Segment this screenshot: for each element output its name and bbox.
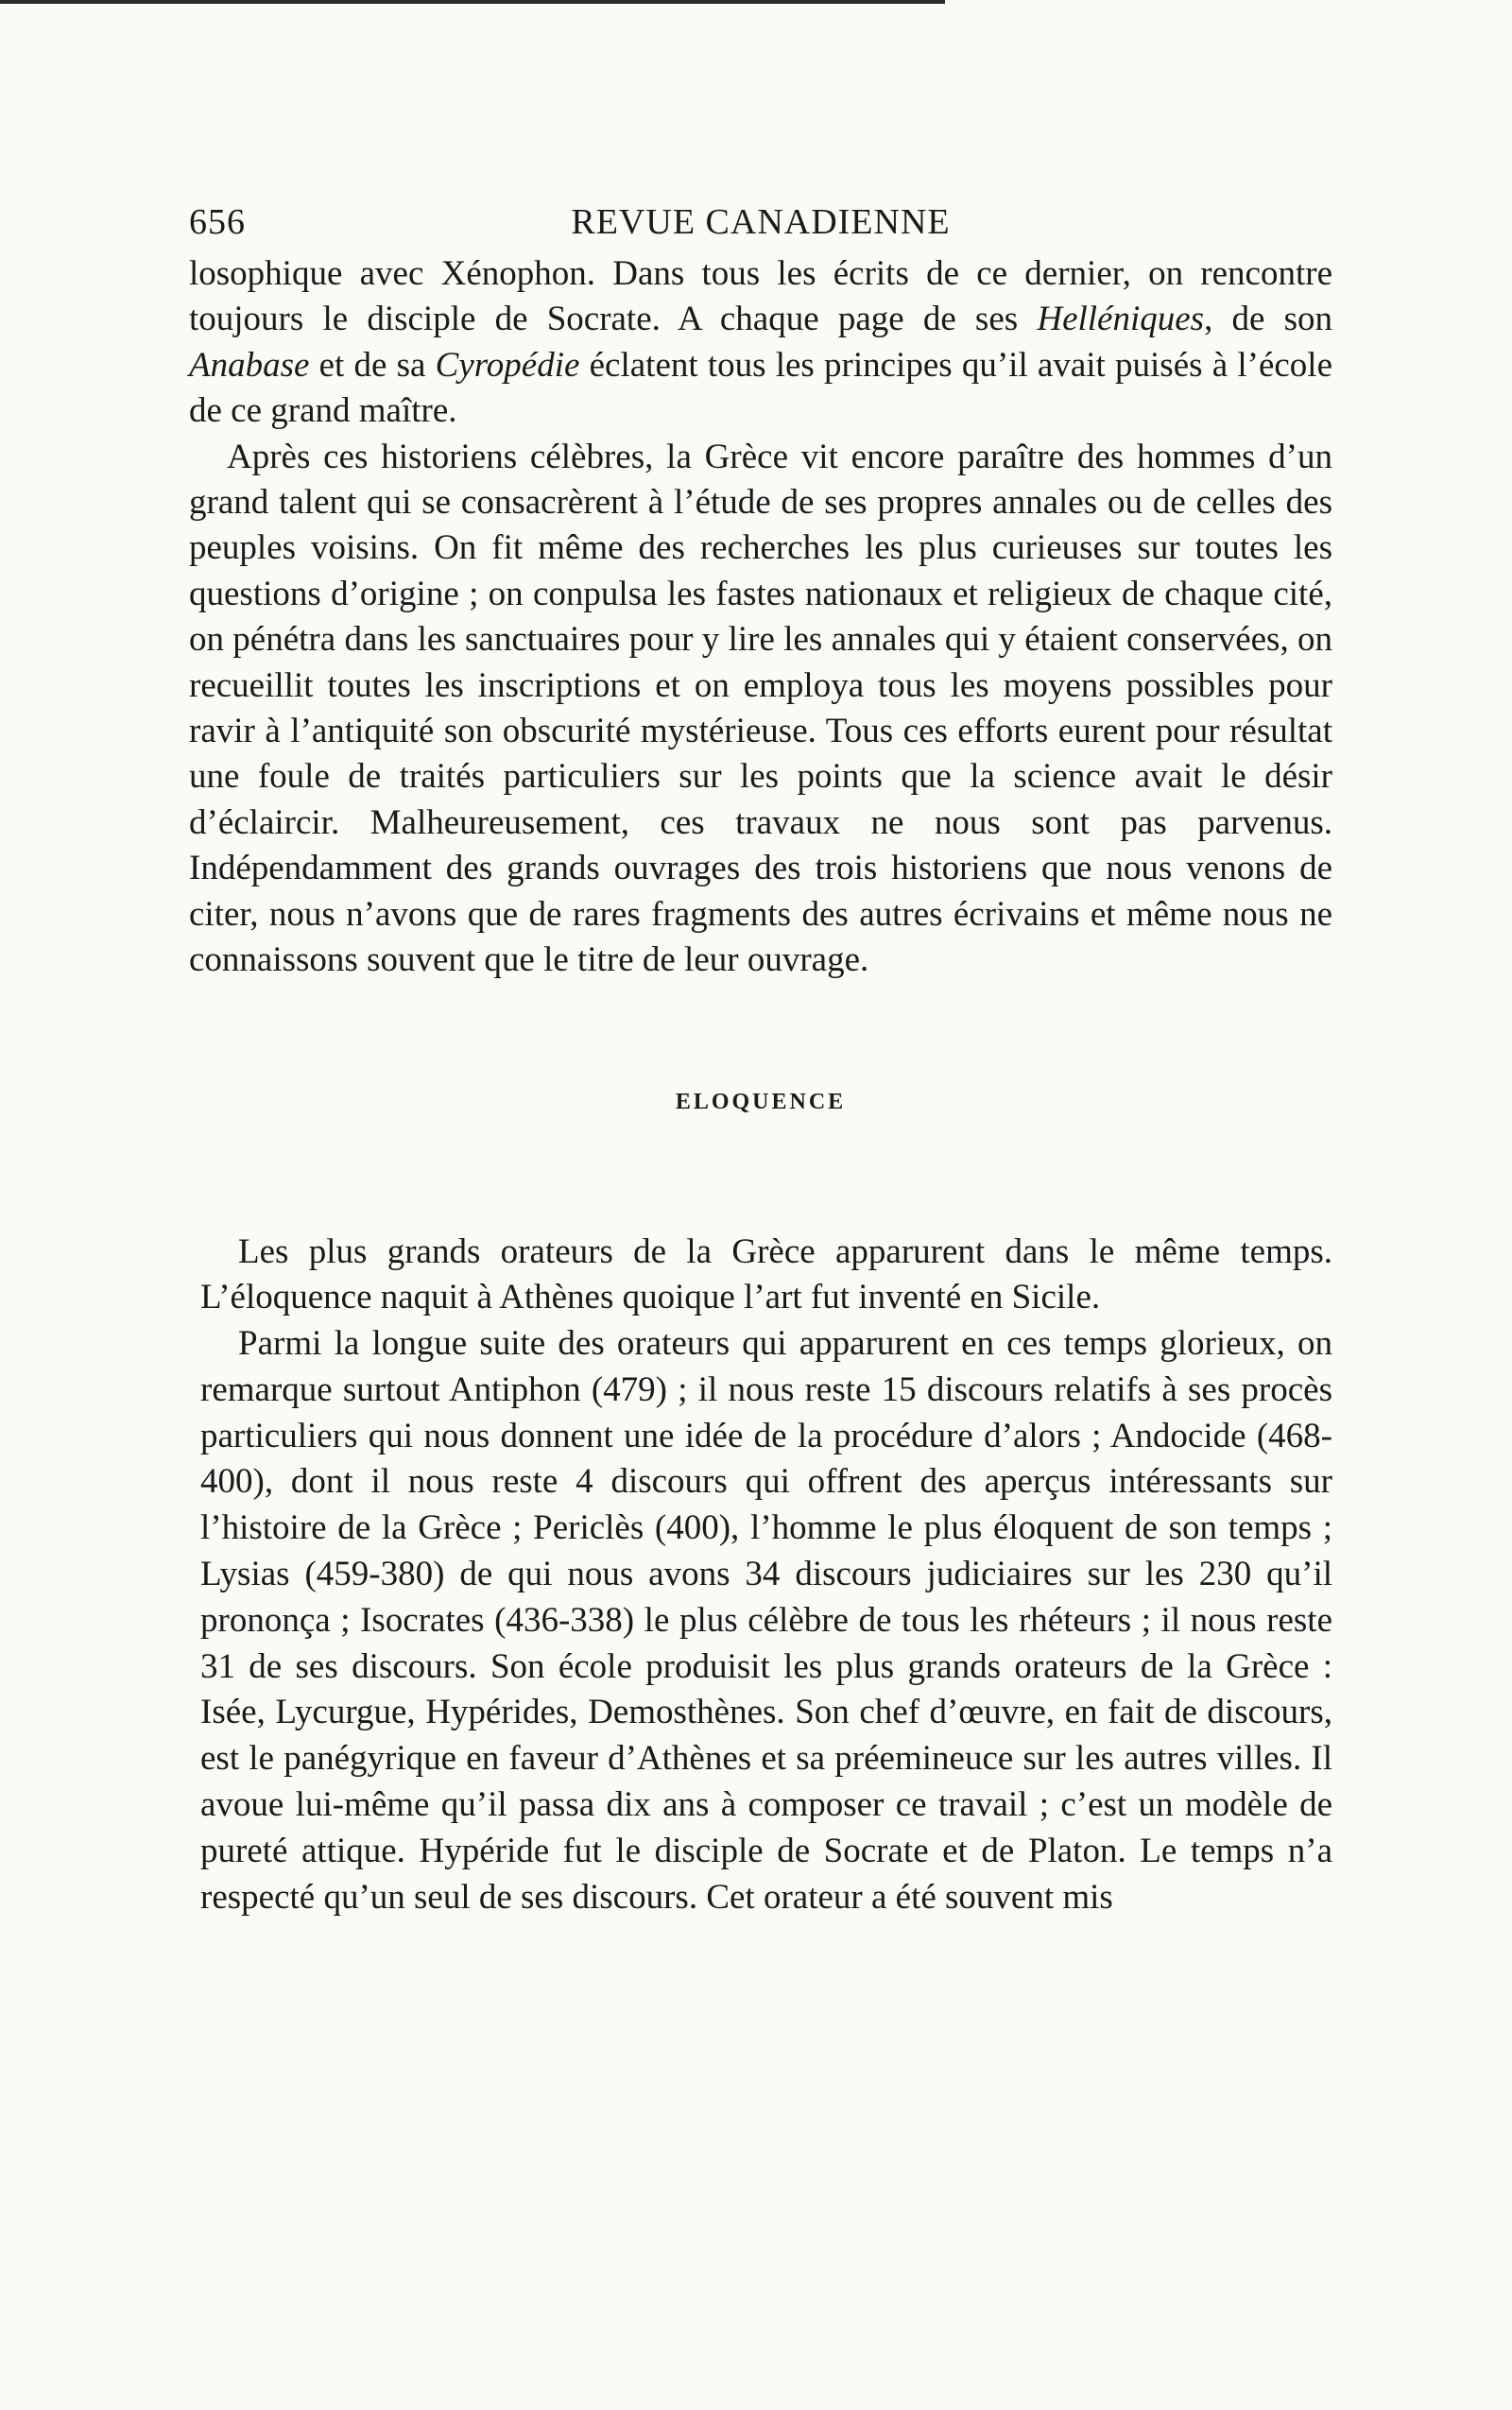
document-page [189, 198, 1332, 1920]
italic-title: Helléniques [1037, 300, 1205, 339]
text-run: Après ces historiens célèbres, la Grèce vit encore paraître des hommes d’un grand talent qui se consacrèrent à l’étude de ses propres annales ou de celles des peuples voisins. On fit même des recherches les plus curieuses sur toutes les questions d’origine ; on conpulsa les fastes nationaux et religieux de chaque cité, on pénétra dans les sanctuaires pour y lire les annales qui y étaient conservées, on recueillit toutes les inscriptions et on employa tous les moyens possibles pour ravir à l’antiquité son obscurité mystérieuse. Tous ces efforts eurent pour résultat une foule de traités particuliers sur les points que la science avait le désir d’éclaircir. Malheureusement, ces travaux ne nous sont pas parvenus. Indépendamment des grands ouvrages des trois historiens que nous venons de citer, nous n’avons que de rares fragments des autres écrivains et même nous ne connaissons souvent que le titre de leur ouvrage. [189, 437, 1332, 980]
italic-title: Cyropédie [435, 345, 580, 385]
text-run: Les plus grands orateurs de la Grèce apparurent dans le même temps. L’éloquence naquit à Athènes quoique l’art fut inventé en Sicile. [200, 1231, 1332, 1317]
section-heading: ELOQUENCE [675, 1089, 847, 1114]
page-number: 656 [189, 202, 246, 242]
paragraph-eloquence-intro [200, 1230, 1332, 1322]
running-head [189, 198, 1332, 246]
paragraph-historians [189, 435, 1332, 984]
paragraph-orators [200, 1321, 1332, 1920]
text-run: , de son [1204, 300, 1333, 339]
journal-title: REVUE CANADIENNE [571, 202, 951, 242]
paragraph-continuation [189, 251, 1332, 435]
top-border-rule [0, 0, 945, 4]
body-text-top [189, 251, 1332, 984]
text-run: et de sa [309, 345, 436, 385]
italic-title: Anabase [189, 345, 310, 385]
body-text-eloquence [200, 1230, 1332, 1921]
text-run: Parmi la longue suite des orateurs qui apparurent en ces temps glorieux, on remarque surtout Antiphon (479) ; il nous reste 15 discours relatifs à ses procès particuliers qui nous donnent une idée de la procédure d’alors ; Andocide (468-400), dont il nous reste 4 discours qui offrent des aperçus intéressants sur l’histoire de la Grèce ; Periclès (400), l’homme le plus éloquent de son temps ; Lysias (459-380) de qui nous avons 34 discours judiciaires sur les 230 qu’il prononça ; Isocrates (436-338) le plus célèbre de tous les rhéteurs ; il nous reste 31 de ses discours. Son école produisit les plus grands orateurs de la Grèce : Isée, Lycurgue, Hypérides, Demosthènes. Son chef d’œuvre, en fait de discours, est le panégyrique en faveur d’Athènes et sa préemineuce sur les autres villes. Il avoue lui-même qu’il passa dix ans à composer ce travail ; c’est un modèle de pureté attique. Hypéride fut le disciple de Socrate et de Platon. Le temps n’a respecté qu’un seul de ses discours. Cet orateur a été souvent mis [200, 1324, 1332, 1917]
text-run: losophique avec Xénophon. Dans tous les écrits de ce dernier, on rencontre toujours le disciple de Socrate. A chaque page de ses [189, 254, 1332, 339]
text-run: éclatent tous les principes qu’il avait puisés à l’école de ce grand maître. [189, 345, 1332, 431]
